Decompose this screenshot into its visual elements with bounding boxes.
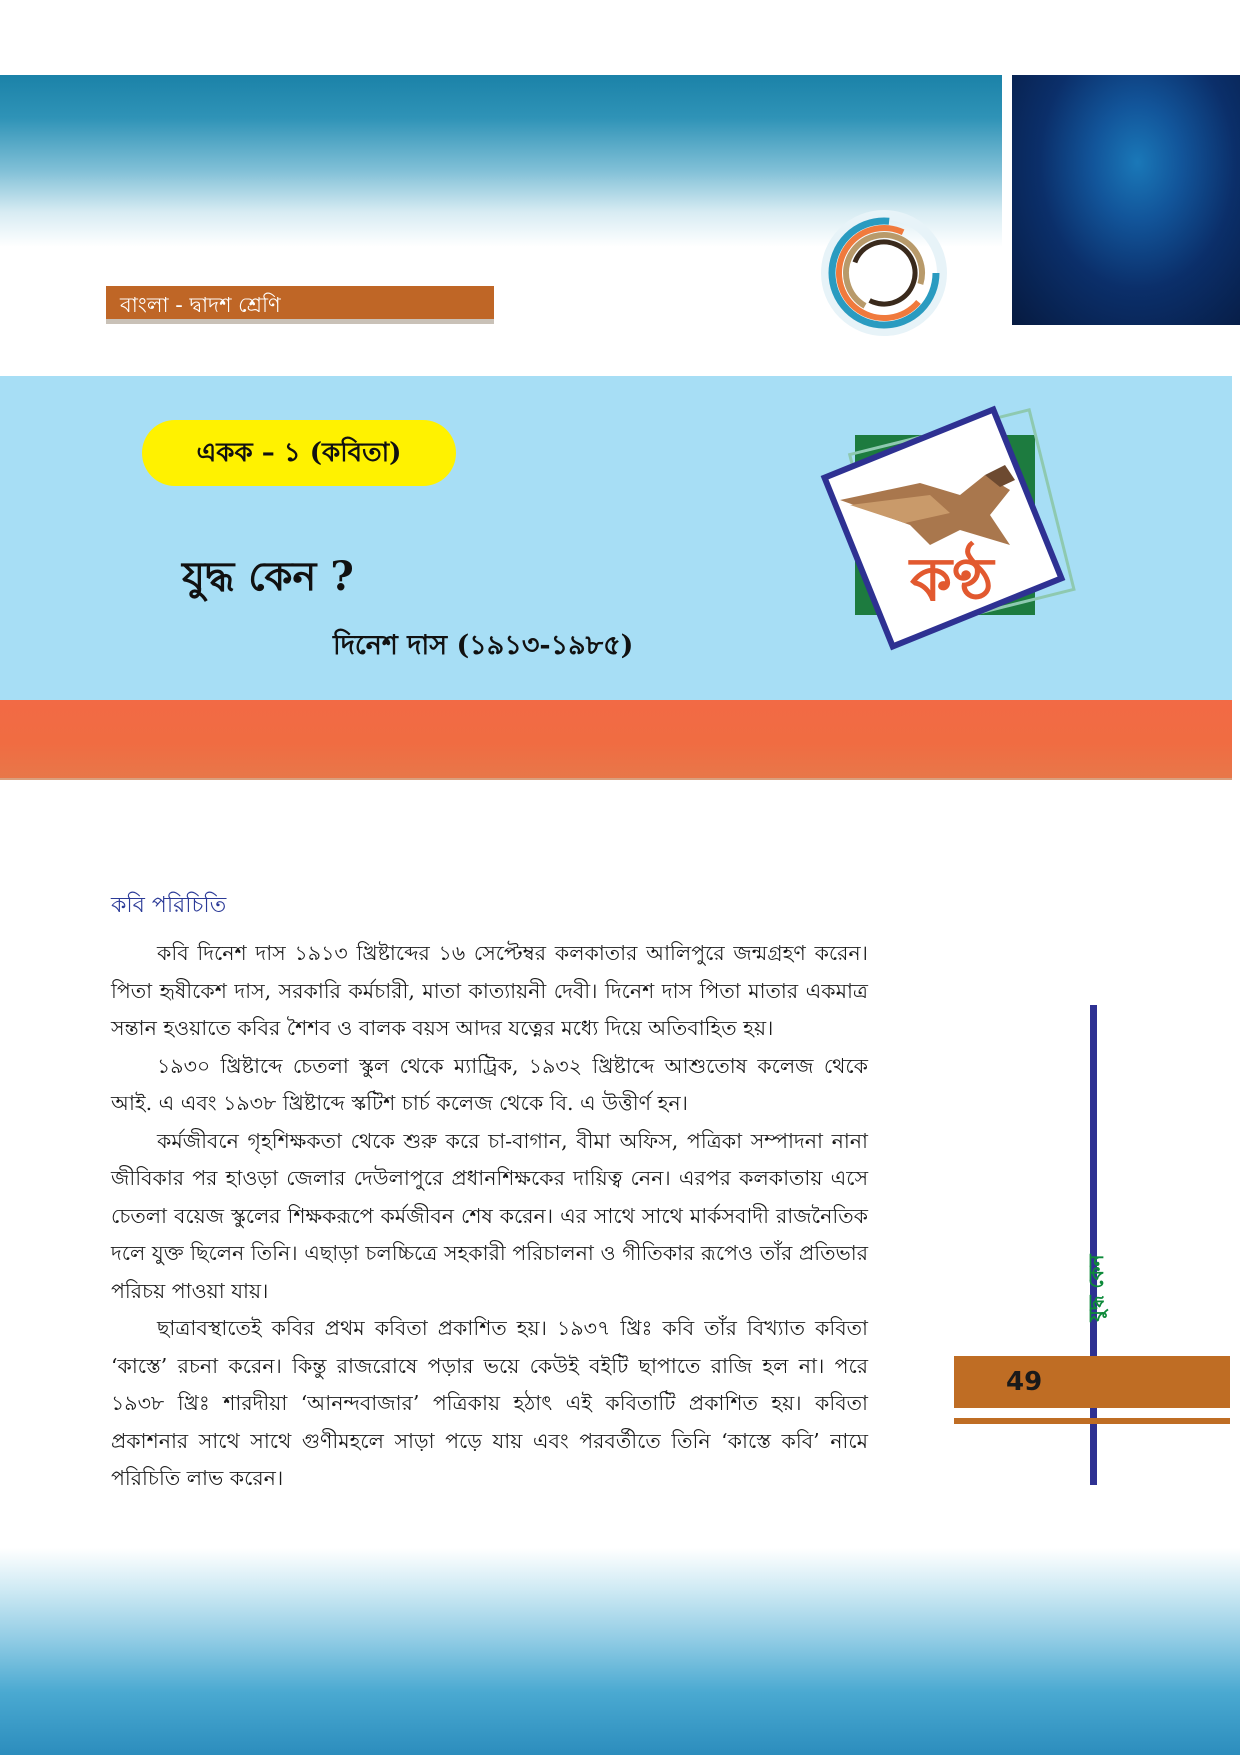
kantha-logo-icon bbox=[810, 395, 1080, 665]
poet-name: দিনেশ দাস (১৯১৩-১৯৮৫) bbox=[333, 630, 634, 661]
section-heading: কবি পরিচিতি bbox=[111, 893, 227, 918]
paragraph: কবি দিনেশ দাস ১৯১৩ খ্রিষ্টাব্দের ১৬ সেপ্টেম্বর কলকাতার আলিপুরে জন্মগ্রহণ করেন। পিতা হৃষীকেশ দাস, সরকারি কর্মচারী, মাতা কাত্যায়নী দেবী। দিনেশ দাস পিতা মাতার একমাত্র সন্তান হওয়াতে কবির শৈশব ও বালক বয়স আদর যত্নের মধ্যে দিয়ে অতিবাহিত হয়। bbox=[111, 941, 868, 1040]
footer-gradient-band bbox=[0, 1548, 1240, 1755]
paragraph: ছাত্রাবস্থাতেই কবির প্রথম কবিতা প্রকাশিত হয়। ১৯৩৭ খ্রিঃ কবি তাঁর বিখ্যাত কবিতা ‘কাস্তে’ রচনা করেন। কিন্তু রাজরোষে পড়ার ভয়ে কেউই বইটি ছাপাতে রাজি হল না। পরে ১৯৩৮ খ্রিঃ শারদীয়া ‘আনন্দবাজার’ পত্রিকায় হঠাৎ এই কবিতাটি প্রকাশিত হয়। কবিতা প্রকাশনার সাথে সাথে গুণীমহলে সাড়া পড়ে যায় এবং পরবর্তীতে তিনি ‘কাস্তে কবি’ নামে পরিচিতি লাভ করেন। bbox=[111, 1316, 868, 1490]
side-rule bbox=[1090, 1005, 1097, 1485]
page-number: 49 bbox=[954, 1356, 1230, 1408]
running-title: যুদ্ধ কেন bbox=[1084, 1254, 1108, 1322]
unit-label: একক – ১ (কবিতা) bbox=[142, 420, 456, 486]
biography-text bbox=[111, 935, 868, 1498]
paragraph: ১৯৩০ খ্রিষ্টাব্দে চেতলা স্কুল থেকে ম্যাট্রিক, ১৯৩২ খ্রিষ্টাব্দে আশুতোষ কলেজ থেকে আই. এ এবং ১৯৩৮ খ্রিষ্টাব্দে স্কটিশ চার্চ কলেজ থেকে বি. এ উত্তীর্ণ হন। bbox=[111, 1053, 868, 1115]
paragraph: কর্মজীবনে গৃহশিক্ষকতা থেকে শুরু করে চা-বাগান, বীমা অফিস, পত্রিকা সম্পাদনা নানা জীবিকার পর হাওড়া জেলার দেউলাপুরে প্রধানশিক্ষকের দায়িত্ব নেন। এরপর কলকাতায় এসে চেতলা বয়েজ স্কুলের শিক্ষকরূপে কর্মজীবন শেষ করেন। এর সাথে সাথে মার্কসবাদী রাজনৈতিক দলে যুক্ত ছিলেন তিনি। এছাড়া চলচ্চিত্রে সহকারী পরিচালনা ও গীতিকার রূপেও তাঁর প্রতিভার পরিচয় পাওয়া যায়। bbox=[111, 1128, 868, 1303]
class-label-bar: বাংলা - দ্বাদশ শ্রেণি bbox=[106, 286, 494, 324]
svg-text:কণ্ঠ: কণ্ঠ bbox=[910, 545, 994, 615]
header-blue-panel bbox=[1012, 75, 1240, 325]
poem-title: যুদ্ধ কেন ? bbox=[182, 553, 354, 600]
orange-divider-band bbox=[0, 700, 1232, 780]
ring-logo-icon bbox=[812, 205, 962, 345]
page-number-underline bbox=[954, 1418, 1230, 1424]
